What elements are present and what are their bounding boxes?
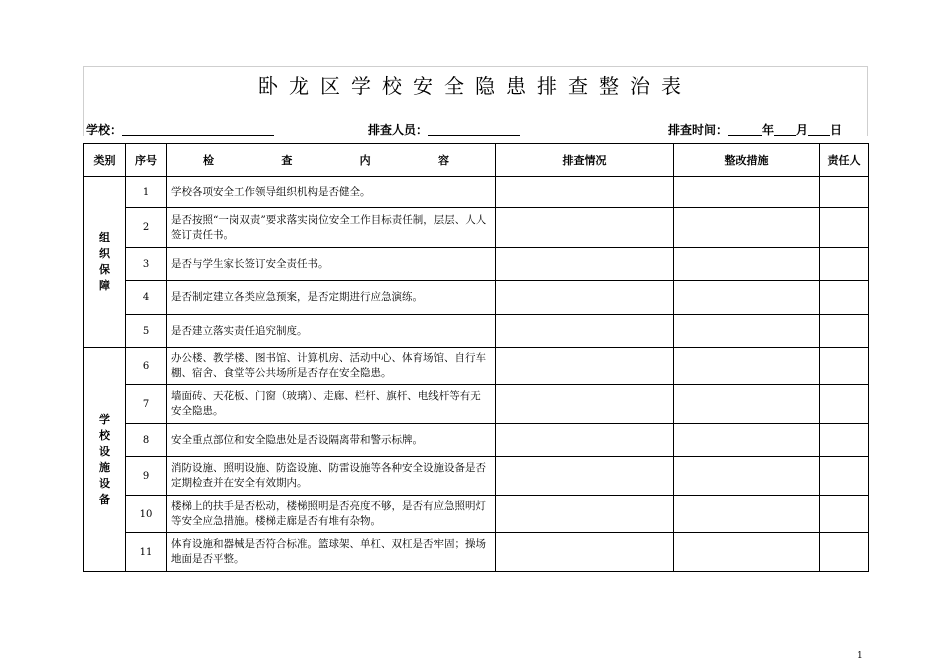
measures-cell[interactable]	[674, 424, 820, 457]
table-row	[84, 177, 869, 208]
status-cell[interactable]	[496, 457, 674, 496]
row-number: 11	[126, 533, 167, 572]
table-row	[84, 457, 869, 496]
row-content: 消防设施、照明设施、防盗设施、防雷设施等各种安全设施设备是否定期检查并在安全有效期内。	[167, 457, 496, 496]
day-label: 日	[830, 123, 843, 137]
school-label: 学校：	[86, 123, 123, 137]
inspection-table	[83, 143, 869, 572]
row-content: 学校各项安全工作领导组织机构是否健全。	[167, 177, 496, 208]
school-blank	[122, 123, 274, 136]
row-number: 4	[126, 281, 167, 315]
row-number: 6	[126, 348, 167, 385]
responsible-cell[interactable]	[820, 424, 869, 457]
row-content: 安全重点部位和安全隐患处是否设隔离带和警示标牌。	[167, 424, 496, 457]
col-measures: 整改措施	[674, 144, 820, 177]
col-content-char: 检	[203, 154, 214, 167]
table-row	[84, 533, 869, 572]
responsible-cell[interactable]	[820, 315, 869, 348]
header-row	[84, 144, 869, 177]
measures-cell[interactable]	[674, 533, 820, 572]
table-row	[84, 315, 869, 348]
col-category: 类别	[84, 144, 126, 177]
inspector-label: 排查人员：	[368, 123, 429, 137]
responsible-cell[interactable]	[820, 281, 869, 315]
measures-cell[interactable]	[674, 281, 820, 315]
measures-cell[interactable]	[674, 496, 820, 533]
col-status: 排查情况	[496, 144, 674, 177]
status-cell[interactable]	[496, 177, 674, 208]
row-number: 1	[126, 177, 167, 208]
page-number: 1	[857, 651, 863, 661]
year-blank	[728, 123, 762, 136]
measures-cell[interactable]	[674, 315, 820, 348]
responsible-cell[interactable]	[820, 457, 869, 496]
table-row	[84, 385, 869, 424]
status-cell[interactable]	[496, 533, 674, 572]
year-label: 年	[762, 123, 775, 137]
row-number: 9	[126, 457, 167, 496]
row-content: 是否制定建立各类应急预案，是否定期进行应急演练。	[167, 281, 496, 315]
category-cell	[84, 177, 126, 348]
row-content: 楼梯上的扶手是否松动，楼梯照明是否亮度不够，是否有应急照明灯等安全应急措施。楼梯走廊是否有堆有杂物。	[167, 496, 496, 533]
measures-cell[interactable]	[674, 208, 820, 248]
row-content: 是否与学生家长签订安全责任书。	[167, 248, 496, 281]
responsible-cell[interactable]	[820, 385, 869, 424]
col-content-char: 查	[281, 154, 293, 167]
row-content: 办公楼、教学楼、图书馆、计算机房、活动中心、体育场馆、自行车棚、宿舍、食堂等公共场所是否存在安全隐患。	[167, 348, 496, 385]
measures-cell[interactable]	[674, 348, 820, 385]
row-number: 10	[126, 496, 167, 533]
row-number: 7	[126, 385, 167, 424]
measures-cell[interactable]	[674, 248, 820, 281]
responsible-cell[interactable]	[820, 248, 869, 281]
col-content-char: 容	[437, 154, 449, 167]
responsible-cell[interactable]	[820, 496, 869, 533]
measures-cell[interactable]	[674, 385, 820, 424]
row-number: 5	[126, 315, 167, 348]
school-field	[86, 121, 274, 138]
date-field	[668, 121, 842, 138]
row-number: 3	[126, 248, 167, 281]
responsible-cell[interactable]	[820, 348, 869, 385]
status-cell[interactable]	[496, 424, 674, 457]
category-label: 学校设施设备	[99, 412, 110, 506]
table-row	[84, 208, 869, 248]
responsible-cell[interactable]	[820, 533, 869, 572]
month-label: 月	[796, 123, 809, 137]
col-content	[167, 144, 496, 177]
status-cell[interactable]	[496, 281, 674, 315]
category-label: 组织保障	[99, 231, 110, 292]
inspector-blank	[428, 123, 520, 136]
status-cell[interactable]	[496, 385, 674, 424]
row-content: 是否建立落实责任追究制度。	[167, 315, 496, 348]
table-row	[84, 348, 869, 385]
measures-cell[interactable]	[674, 177, 820, 208]
row-content: 体育设施和器械是否符合标准。篮球架、单杠、双杠是否牢固；操场地面是否平整。	[167, 533, 496, 572]
row-number: 2	[126, 208, 167, 248]
status-cell[interactable]	[496, 315, 674, 348]
col-responsible: 责任人	[820, 144, 869, 177]
month-blank	[774, 123, 796, 136]
table-row	[84, 496, 869, 533]
table-row	[84, 281, 869, 315]
category-cell	[84, 348, 126, 572]
row-content: 是否按照“一岗双责”要求落实岗位安全工作目标责任制，层层、人人签订责任书。	[167, 208, 496, 248]
day-blank	[808, 123, 830, 136]
measures-cell[interactable]	[674, 457, 820, 496]
document-title: 卧龙区学校安全隐患排查整治表	[258, 74, 692, 98]
status-cell[interactable]	[496, 208, 674, 248]
row-content: 墙面砖、天花板、门窗（玻璃）、走廊、栏杆、旗杆、电线杆等有无安全隐患。	[167, 385, 496, 424]
page-frame-top	[83, 66, 868, 67]
date-label: 排查时间：	[668, 123, 729, 137]
table-row	[84, 248, 869, 281]
col-content-char: 内	[359, 154, 371, 167]
table-row	[84, 424, 869, 457]
col-number: 序号	[126, 144, 167, 177]
row-number: 8	[126, 424, 167, 457]
responsible-cell[interactable]	[820, 208, 869, 248]
status-cell[interactable]	[496, 496, 674, 533]
inspector-field	[368, 121, 520, 138]
status-cell[interactable]	[496, 348, 674, 385]
status-cell[interactable]	[496, 248, 674, 281]
responsible-cell[interactable]	[820, 177, 869, 208]
